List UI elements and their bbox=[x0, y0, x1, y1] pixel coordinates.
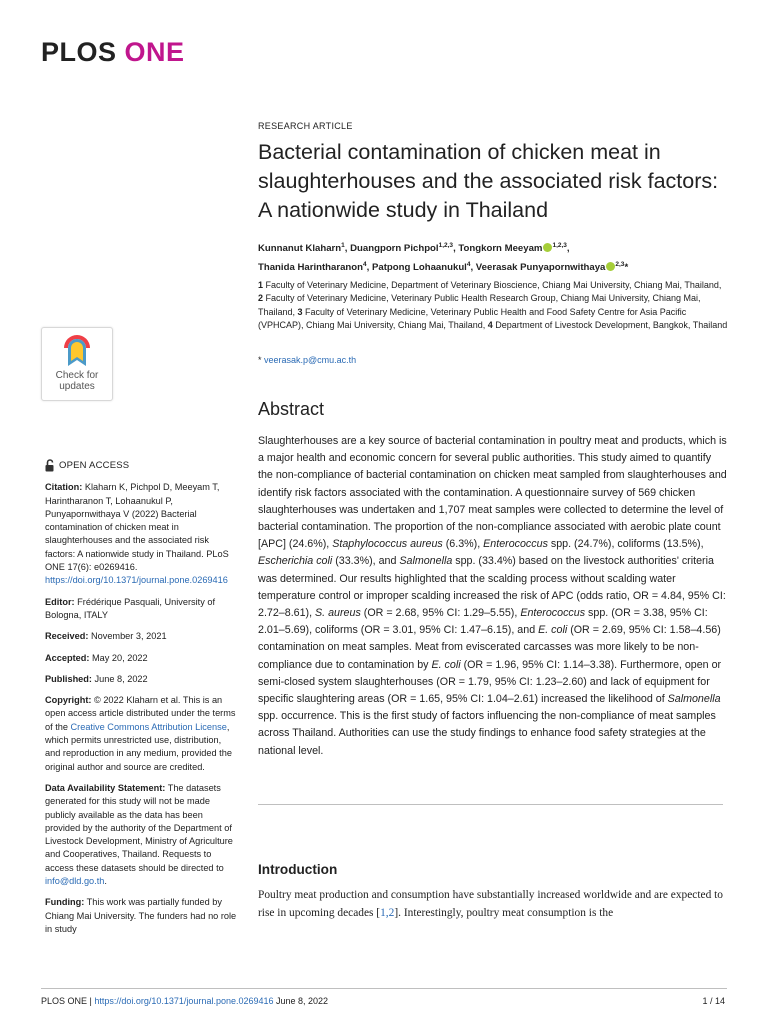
author-name[interactable]: , Tongkorn Meeyam bbox=[453, 243, 543, 255]
abstract-heading: Abstract bbox=[258, 399, 325, 419]
page-footer: PLOS ONE | https://doi.org/10.1371/journal.pone.0269416 June 8, 2022 bbox=[41, 996, 329, 1006]
logo-plos: PLOS bbox=[41, 37, 117, 67]
author-list: Kunnanut Klaharn$^1$, Duangporn Pichpol$^{1,2,3}$, Tongkorn Meeyam $^{1,2,3}$, Thanida Harintharanon$^4$, Patpong Lohaanukul$^4$, Veerasak Punyapornwithaya $^{2,3}$* bbox=[258, 242, 629, 274]
data-availability-block: Data Availability Statement: The datasets generated for this study will not be made publicly available as the data has been provided by the authority of the Department of Livestock Development, Ministry of Agriculture and Cooperatives, Thailand. Requests to access these datasets should be directed to info@dld.go.th. bbox=[45, 782, 233, 887]
page-number: 1 / 14 bbox=[702, 996, 725, 1006]
author-name[interactable]: Thanida Harintharanon bbox=[258, 262, 364, 274]
footer-divider bbox=[41, 988, 727, 989]
author-name[interactable]: , Duangporn Pichpol bbox=[344, 243, 439, 255]
citation-doi-link[interactable]: https://doi.org/10.1371/journal.pone.0269416 bbox=[45, 575, 228, 586]
citation-block: Citation: Klaharn K, Pichpol D, Meeyam T, Harintharanon T, Lohaanukul P, Punyapornwithaya V (2022) Bacterial contamination of chicken meat in slaughterhouses and the associated risk factors: A nationwide study in Thailand. PLoS ONE 17(6): e0269416. https://doi.org/10.1371/journal.pone.0269416 bbox=[45, 482, 229, 586]
corresponding-email-link[interactable]: veerasak.p@cmu.ac.th bbox=[264, 355, 357, 365]
article-title: Bacterial contamination of chicken meat in slaughterhouses and the associated risk factors: A nationwide study in Thailand bbox=[258, 140, 719, 222]
section-divider bbox=[258, 804, 723, 805]
footer-date: June 8, 2022 bbox=[273, 996, 329, 1006]
article-info-sidebar bbox=[45, 459, 237, 944]
check-for-updates-badge[interactable] bbox=[41, 327, 113, 401]
plos-one-logo[interactable] bbox=[41, 37, 185, 68]
editor-block: Editor: Frédérique Pasquali, University of Bologna, ITALY bbox=[45, 596, 216, 620]
funding-block: Funding: This work was partially funded by Chiang Mai University. The funders had no role in study bbox=[45, 897, 237, 934]
received-block: Received: November 3, 2021 bbox=[45, 631, 167, 642]
introduction-heading: Introduction bbox=[258, 862, 338, 877]
crossmark-icon bbox=[62, 333, 92, 369]
article-type: RESEARCH ARTICLE bbox=[258, 121, 353, 131]
reference-link[interactable]: 1,2 bbox=[380, 907, 395, 919]
logo-one: ONE bbox=[124, 37, 185, 67]
copyright-block: Copyright: © 2022 Klaharn et al. This is an open access article distributed under the terms of the Creative Commons Attribution License, which permits unrestricted use, distribution, and reproduction in any medium, provided the original author and source are credited. bbox=[45, 695, 236, 772]
introduction-text: Poultry meat production and consumption have substantially increased worldwide and are expected to rise in upcoming decades [1,2]. Interestingly, poultry meat consumption is the bbox=[258, 889, 723, 919]
abstract-text: Slaughterhouses are a key source of bacterial contamination in poultry meat and products, which is a major health and economic concern for several public authorities. This study aimed to quantify the non-compliance of bacterial contamination on chicken meat sampled from slaughterhouses and identify risk factors associated with the contamination. A questionnaire survey of 569 chicken slaughterhouses was undertaken and 1,707 meat samples were collected to determine the level of bacterial contamination. The proportion of the non-compliance associated with aerobic plate count [APC] (24.6%), Staphylococcus aureus (6.3%), Enterococcus spp. (24.7%), coliforms (13.5%), Escherichia coli (33.3%), and Salmonella spp. (33.4%) based on the livestock authorities' criteria was determined. Our results highlighted that the scalding process without scalding water temperature control or improper scalding increased the risk of APC (odds ratio, OR = 4.84, 95% CI: 2.72–8.61), S. aureus (OR = 2.68, 95% CI: 1.29–5.55), Enterococcus spp. (OR = 3.38, 95% CI: 2.01–5.69), coliforms (OR = 3.01, 95% CI: 1.47–6.15), and E. coli (OR = 2.69, 95% CI: 1.58–4.56) contamination on meat samples. Meat from eviscerated carcasses was more likely to be non-compliance due to contamination by E. coli (OR = 1.96, 95% CI: 1.14–3.38). Furthermore, open or semi-closed system slaughterhouses (OR = 1.79, 95% CI: 1.23–2.60) and lack of equipment for specific slaughtering areas (OR = 1.65, 95% CI: 1.04–2.61) increased the likelihood of Salmonella spp. occurrence. This is the first study of factors influencing the non-compliance of meat samples across Thailand. Authorities can use the study findings to enhance food safety strategies at the national level. bbox=[258, 435, 727, 757]
author-name[interactable]: , Patpong Lohaanukul bbox=[366, 262, 467, 274]
author-name[interactable]: , Veerasak Punyapornwithaya bbox=[470, 262, 606, 274]
dld-email-link[interactable]: info@dld.go.th bbox=[45, 876, 105, 887]
affiliations: 1 Faculty of Veterinary Medicine, Department of Veterinary Bioscience, Chiang Mai University, Chiang Mai, Thailand, 2 Faculty of Veterinary Medicine, Veterinary Public Health Research Group, Chiang Mai University, Chiang Mai, Thailand, 3 Faculty of Veterinary Medicine, Veterinary Public Health and Food Safety Centre for Asia Pacific (VPHCAP), Chiang Mai University, Chiang Mai, Thailand, 4 Department of Livestock Development, Bangkok, Thailand bbox=[258, 280, 728, 330]
check-updates-label: Check for updates bbox=[55, 370, 99, 392]
open-lock-icon bbox=[45, 459, 55, 472]
footer-doi-link[interactable]: https://doi.org/10.1371/journal.pone.0269416 bbox=[94, 996, 274, 1006]
open-access-label: OPEN ACCESS bbox=[45, 459, 237, 472]
footer-journal: PLOS ONE bbox=[41, 996, 88, 1006]
author-name[interactable]: Kunnanut Klaharn bbox=[258, 243, 342, 255]
published-block: Published: June 8, 2022 bbox=[45, 673, 148, 684]
cc-license-link[interactable]: Creative Commons Attribution License bbox=[70, 721, 227, 732]
corresponding-author: * veerasak.p@cmu.ac.th bbox=[258, 355, 357, 365]
accepted-block: Accepted: May 20, 2022 bbox=[45, 652, 148, 663]
